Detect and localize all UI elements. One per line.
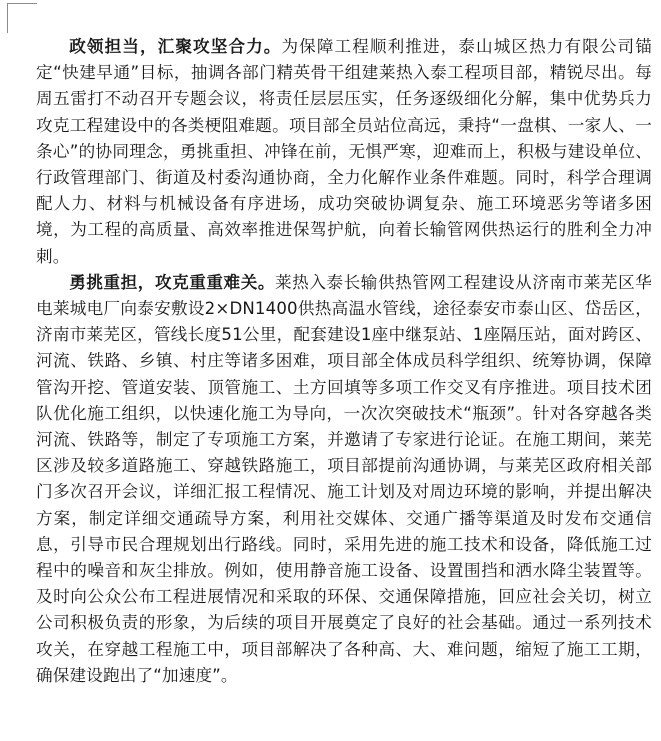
paragraph-2-body: 莱热入泰长输供热管网工程建设从济南市莱芜区华电莱城电厂向泰安敷设2×DN1400供热高温水管线，途径泰安市泰山区、岱岳区，济南市莱芜区，管线长度51公里，配套建设1座中继泵站、1座隔压站，面对跨区、河流、铁路、乡镇、村庄等诸多困难，项目部全体成员科学组织、统筹协调，保障管沟开挖、管道安装、顶管施工、土方回填等多项工作交叉有序推进。项目技术团队优化施工组织，以快速化施工为导向，一次次突破技术“瓶颈”。针对各穿越各类河流、铁路等，制定了专项施工方案，并邀请了专家进行论证。在施工期间，莱芜区涉及较多道路施工、穿越铁路施工，项目部提前沟通协调，与莱芜区政府相关部门多次召开会议，详细汇报工程情况、施工计划及对周边环境的影响，并提出解决方案，制定详细交通疏导方案，利用社交媒体、交通广播等渠道及时发布交通信息，引导市民合理规划出行路线。同时，采用先进的施工技术和设备，降低施工过程中的噪音和灰尘排放。例如，使用静音施工设备、设置围挡和洒水降尘装置等。及时向公众公布工程进展情况和采取的环保、交通保障措施，回应社会关切，树立公司积极负责的形象，为后续的项目开展奠定了良好的社会基础。通过一系列技术攻关，在穿越工程施工中，项目部解决了各种高、大、难问题，缩短了施工工期，确保建设跑出了“加速度”。 — [36, 272, 652, 685]
paragraph-2 — [36, 270, 652, 689]
paragraph-1-lead: 政领担当，汇聚攻坚合力。 — [69, 37, 282, 56]
corner-crop-mark — [7, 3, 37, 33]
paragraph-2-lead: 勇挑重担，攻克重重难关。 — [69, 272, 276, 292]
paragraph-1 — [36, 34, 652, 270]
article-body — [36, 34, 652, 689]
paragraph-1-body: 为保障工程顺利推进，泰山城区热力有限公司锚定“快建早通”目标，抽调各部门精英骨干组建莱热入泰工程项目部，精锐尽出。每周五雷打不动召开专题会议，将责任层层压实，任务逐级细化分解，集中优势兵力攻克工程建设中的各类梗阻难题。项目部全员站位高远，秉持“一盘棋、一家人、一条心”的协同理念，勇挑重担、冲锋在前，无惧严寒，迎难而上，积极与建设单位、行政管理部门、街道及村委沟通协商，全力化解作业条件难题。同时，科学合理调配人力、材料与机械设备有序进场，成功突破协调复杂、施工环境恶劣等诸多困境，为工程的高质量、高效率推进保驾护航，向着长输管网供热运行的胜利全力冲刺。 — [36, 37, 652, 266]
